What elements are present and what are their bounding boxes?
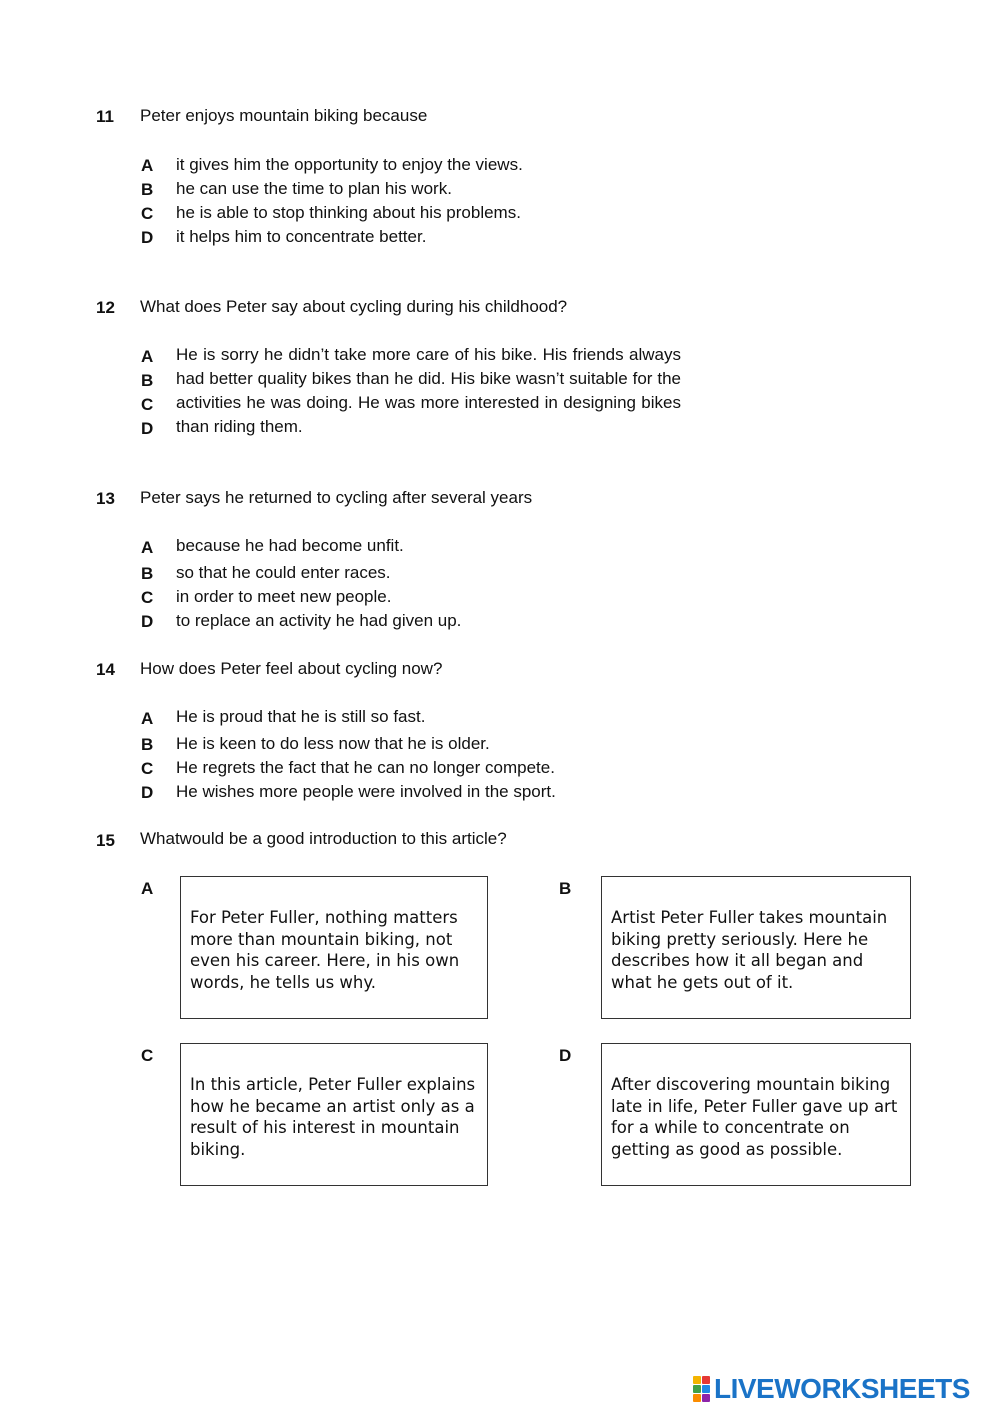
question-number: 15 — [96, 831, 115, 850]
option-text-a[interactable]: it gives him the opportunity to enjoy the views. — [176, 155, 523, 174]
option-letter-c[interactable]: C — [141, 395, 154, 414]
option-text-a[interactable]: because he had become unfit. — [176, 536, 404, 555]
option-letter-d[interactable]: D — [141, 228, 154, 247]
question-number: 13 — [96, 489, 115, 508]
question-stem: Peter enjoys mountain biking because — [140, 106, 428, 125]
option-text-a[interactable]: He is proud that he is still so fast. — [176, 707, 426, 726]
logo-tile — [702, 1385, 710, 1393]
question-stem: Whatwould be a good introduction to this article? — [140, 829, 507, 848]
option-letter-d[interactable]: D — [141, 783, 154, 802]
question-number: 12 — [96, 298, 115, 317]
option-letter-d[interactable]: D — [141, 612, 154, 631]
option-letter-c[interactable]: C — [141, 204, 154, 223]
logo-tile — [693, 1385, 701, 1393]
question-number: 11 — [96, 107, 114, 126]
option-text-d[interactable]: to replace an activity he had given up. — [176, 611, 462, 630]
intro-option-box-d[interactable]: After discovering mountain biking late in life, Peter Fuller gave up art for a while to concentrate on getting as good as possible. — [601, 1043, 911, 1186]
option-letter-b[interactable]: B — [141, 735, 154, 754]
logo-tile — [693, 1394, 701, 1402]
intro-option-box-b[interactable]: Artist Peter Fuller takes mountain biking pretty seriously. Here he describes how it all began and what he gets out of it. — [601, 876, 911, 1019]
logo-tile — [702, 1394, 710, 1402]
box-letter-c[interactable]: C — [141, 1046, 154, 1065]
question-stem: What does Peter say about cycling during his childhood? — [140, 297, 568, 316]
question-stem: Peter says he returned to cycling after several years — [140, 488, 533, 507]
option-letter-a[interactable]: A — [141, 709, 154, 728]
option-letter-a[interactable]: A — [141, 347, 154, 366]
logo-wordmark: LIVEWORKSHEETS — [714, 1373, 970, 1404]
option-text-c[interactable]: in order to meet new people. — [176, 587, 392, 606]
option-letter-d[interactable]: D — [141, 419, 154, 438]
intro-option-box-c[interactable]: In this article, Peter Fuller explains how he became an artist only as a result of his interest in mountain biking. — [180, 1043, 488, 1186]
intro-option-box-a[interactable]: For Peter Fuller, nothing matters more than mountain biking, not even his career. Here, in his own words, he tells us why. — [180, 876, 488, 1019]
options-paragraph: He is sorry he didn’t take more care of his bike. His friends always had better quality bikes than he did. His bike wasn’t suitable for the activities he was doing. He was more interested in designing bikes than riding them. — [176, 345, 681, 436]
option-text-d[interactable]: it helps him to concentrate better. — [176, 227, 427, 246]
option-letter-c[interactable]: C — [141, 759, 154, 778]
liveworksheets-logo[interactable] — [693, 1373, 970, 1405]
box-letter-b[interactable]: B — [559, 879, 572, 898]
logo-tile — [702, 1376, 710, 1384]
option-text-d[interactable]: He wishes more people were involved in the sport. — [176, 782, 556, 801]
option-text-c[interactable]: he is able to stop thinking about his problems. — [176, 203, 521, 222]
option-text-b[interactable]: he can use the time to plan his work. — [176, 179, 452, 198]
logo-tile — [693, 1376, 701, 1384]
option-letter-a[interactable]: A — [141, 538, 154, 557]
option-letter-b[interactable]: B — [141, 180, 154, 199]
option-letter-a[interactable]: A — [141, 156, 154, 175]
option-letter-b[interactable]: B — [141, 564, 154, 583]
option-letter-b[interactable]: B — [141, 371, 154, 390]
option-text-b[interactable]: He is keen to do less now that he is older. — [176, 734, 490, 753]
option-text-c[interactable]: He regrets the fact that he can no longer compete. — [176, 758, 555, 777]
box-letter-d[interactable]: D — [559, 1046, 572, 1065]
option-letter-c[interactable]: C — [141, 588, 154, 607]
liveworksheets-logo-icon — [693, 1376, 710, 1402]
question-stem: How does Peter feel about cycling now? — [140, 659, 443, 678]
box-letter-a[interactable]: A — [141, 879, 154, 898]
question-number: 14 — [96, 660, 115, 679]
option-text-b[interactable]: so that he could enter races. — [176, 563, 391, 582]
